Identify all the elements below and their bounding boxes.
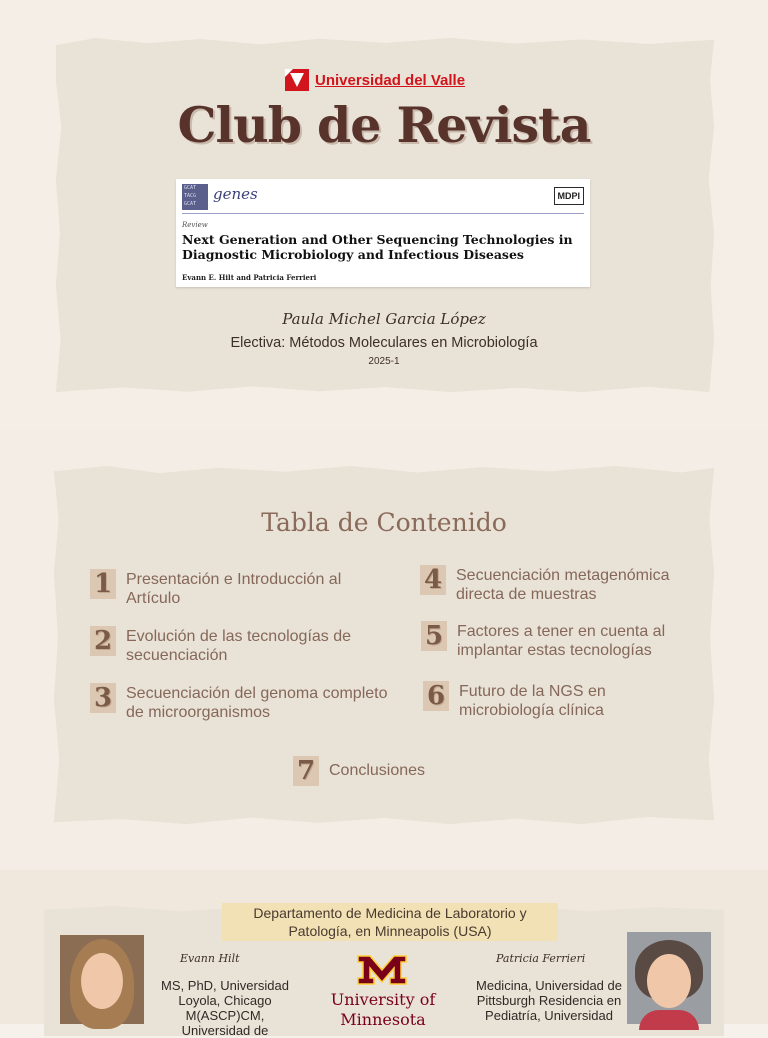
divider bbox=[182, 213, 584, 214]
article-type: Review bbox=[182, 221, 208, 229]
toc-title: Tabla de Contenido bbox=[261, 508, 507, 537]
article-header-image bbox=[176, 179, 590, 287]
presenter-name: Paula Michel Garcia López bbox=[282, 310, 486, 328]
term-label: 2025-1 bbox=[368, 356, 400, 367]
logo-line: GCAT bbox=[184, 201, 197, 207]
toc-label: Factores a tener en cuenta al implantar estas tecnologías bbox=[457, 623, 666, 659]
toc-label: Futuro de la NGS en microbiología clínica bbox=[459, 683, 606, 719]
face-shape bbox=[81, 953, 123, 1009]
author-name-left: Evann Hilt bbox=[180, 952, 240, 965]
face-shape bbox=[647, 954, 691, 1008]
toc-item-5[interactable] bbox=[421, 622, 711, 660]
toc-number: 7 bbox=[293, 756, 319, 786]
toc-number: 4 bbox=[420, 565, 446, 595]
toc-item-2[interactable] bbox=[90, 627, 390, 665]
toc-label: Secuenciación del genoma completo de microorganismos bbox=[126, 685, 388, 721]
university-of-minnesota-wordmark: University of Minnesota bbox=[330, 990, 436, 1029]
author-info-left: MS, PhD, Universidad Loyola, Chicago M(ASCP)CM, Universidad de bbox=[161, 978, 289, 1038]
toc-label: Evolución de las tecnologías de secuenciación bbox=[126, 628, 352, 664]
genes-journal-logo-icon bbox=[182, 184, 208, 210]
toc-item-1[interactable] bbox=[90, 570, 380, 608]
publisher-logo: MDPI bbox=[554, 187, 585, 205]
article-authors: Evann E. Hilt and Patricia Ferrieri bbox=[182, 273, 317, 282]
toc-label: Conclusiones bbox=[329, 762, 426, 779]
toc-label: Presentación e Introducción al Artículo bbox=[126, 571, 342, 607]
toc-item-7[interactable] bbox=[293, 757, 493, 786]
journal-name: genes bbox=[213, 185, 258, 203]
logo-line: GCAT bbox=[184, 185, 197, 191]
toc-number: 2 bbox=[90, 626, 116, 656]
page-title: Club de Revista bbox=[177, 96, 591, 154]
toc-number: 5 bbox=[421, 621, 447, 651]
author-photo-ferrieri bbox=[627, 932, 711, 1024]
department-banner: Departamento de Medicina de Laboratorio y Patología, en Minneapolis (USA) bbox=[222, 903, 558, 941]
author-name-right: Patricia Ferrieri bbox=[496, 952, 586, 965]
university-header[interactable] bbox=[285, 68, 465, 92]
author-photo-hilt bbox=[60, 935, 144, 1024]
university-name-link[interactable]: Universidad del Valle bbox=[315, 71, 466, 89]
toc-number: 3 bbox=[90, 683, 116, 713]
clothing-shape bbox=[639, 1010, 699, 1030]
toc-item-3[interactable] bbox=[90, 684, 390, 722]
article-title: Next Generation and Other Sequencing Technologies in Diagnostic Microbiology and Infectious Diseases bbox=[182, 232, 573, 262]
toc-number: 1 bbox=[90, 569, 116, 599]
toc-item-6[interactable] bbox=[423, 682, 703, 720]
logo-line: TACG bbox=[184, 193, 197, 199]
toc-number: 6 bbox=[423, 681, 449, 711]
toc-label: Secuenciación metagenómica directa de muestras bbox=[456, 567, 670, 603]
university-logo-icon bbox=[285, 69, 309, 91]
author-info-right: Medicina, Universidad de Pittsburgh Residencia en Pediatría, Universidad bbox=[476, 978, 622, 1023]
elective-course: Electiva: Métodos Moleculares en Microbiología bbox=[230, 335, 538, 351]
minnesota-m-logo-icon bbox=[356, 954, 408, 986]
toc-item-4[interactable] bbox=[420, 566, 710, 604]
